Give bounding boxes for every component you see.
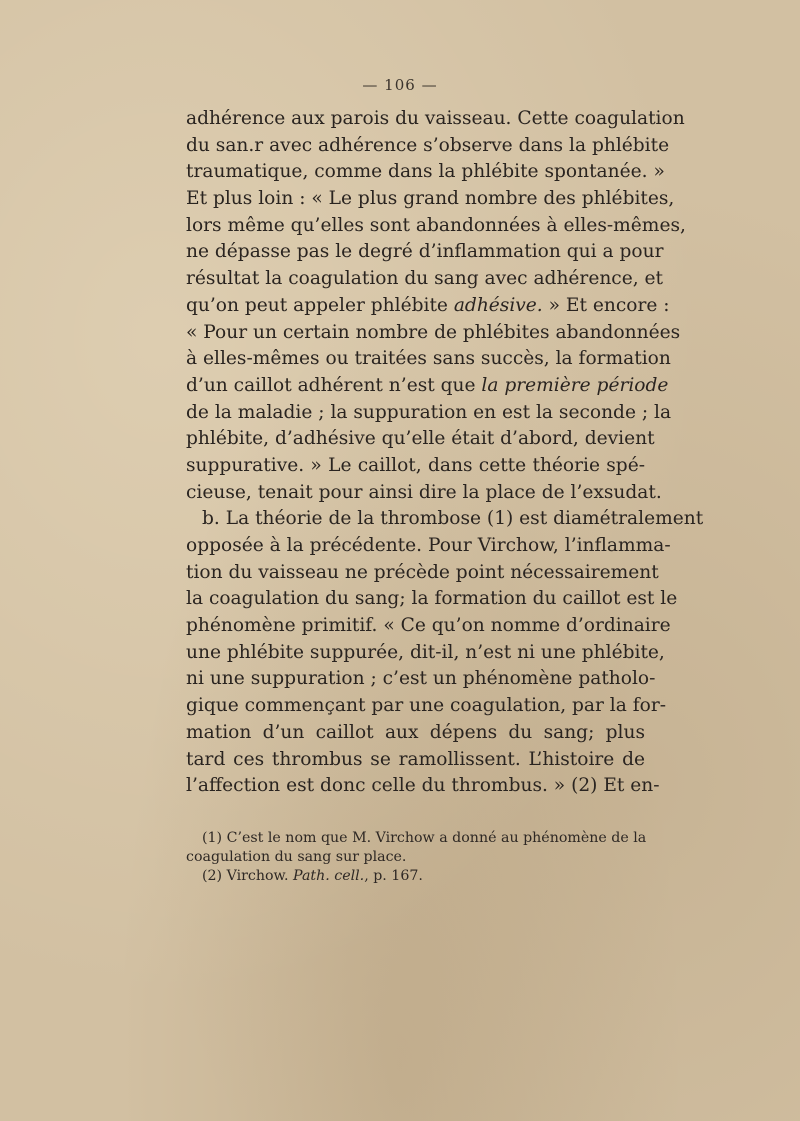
text-line: la coagulation du sang; la formation du caillot est le bbox=[186, 588, 678, 610]
text-line bbox=[186, 373, 669, 400]
text-line: opposée à la précédente. Pour Virchow, l’inflamma- bbox=[186, 535, 671, 556]
text-segment: qu’on peut appeler phlébite bbox=[186, 294, 454, 316]
emphasis-premiere-periode: la première période bbox=[481, 374, 669, 396]
text-line: ni une suppuration ; c’est un phénomène patholo- bbox=[186, 668, 656, 690]
text-line: adhérence aux parois du vaisseau. Cette coagulation bbox=[186, 108, 685, 129]
text-segment: , p. 167. bbox=[364, 868, 423, 884]
page-number: — 106 — bbox=[362, 76, 438, 94]
text-line: lors même qu’elles sont abandonnées à elles-mêmes, bbox=[186, 214, 686, 236]
text-line: l’affection est donc celle du thrombus. » (2) Et en- bbox=[186, 775, 660, 797]
footnote-1-cont: coagulation du sang sur place. bbox=[186, 849, 407, 865]
text-line bbox=[186, 293, 670, 320]
text-line: tard ces thrombus se ramollissent. L’histoire de bbox=[186, 748, 645, 770]
text-line: une phlébite suppurée, dit-il, n’est ni une phlébite, bbox=[186, 641, 665, 663]
footnotes bbox=[186, 829, 645, 886]
text-line: phlébite, d’adhésive qu’elle était d’abord, devient bbox=[186, 428, 655, 450]
body-text bbox=[186, 106, 704, 800]
emphasis-adhesive: adhésive. bbox=[453, 294, 543, 316]
text-line: phénomène primitif. « Ce qu’on nomme d’ordinaire bbox=[186, 615, 671, 637]
text-line: résultat la coagulation du sang avec adhérence, et bbox=[186, 268, 664, 290]
text-line: ne dépasse pas le degré d’inflammation qui a pour bbox=[186, 241, 664, 263]
text-segment: » Et encore : bbox=[542, 294, 670, 316]
text-line: cieuse, tenait pour ainsi dire la place de l’exsudat. bbox=[186, 481, 662, 503]
text-segment: d’un caillot adhérent n’est que bbox=[186, 374, 482, 396]
text-segment: (2) Virchow. bbox=[202, 868, 294, 884]
text-line: « Pour un certain nombre de phlébites abandonnées bbox=[186, 321, 681, 343]
text-line: de la maladie ; la suppuration en est la seconde ; la bbox=[186, 401, 672, 423]
text-line: du san.r avec adhérence s’observe dans la phlébite bbox=[186, 134, 670, 156]
text-line: b. La théorie de la thrombose (1) est diamétralement bbox=[202, 508, 704, 530]
text-line: gique commençant par une coagulation, par la for- bbox=[186, 695, 666, 717]
footnote-1: (1) C’est le nom que M. Virchow a donné au phénomène de la bbox=[202, 830, 647, 846]
text-line: Et plus loin : « Le plus grand nombre des phlébites, bbox=[186, 188, 675, 210]
emphasis-path-cell: Path. cell. bbox=[293, 868, 365, 884]
text-line: suppurative. » Le caillot, dans cette théorie spé- bbox=[186, 454, 645, 476]
text-line: tion du vaisseau ne précède point nécessairement bbox=[186, 561, 659, 583]
text-line: à elles-mêmes ou traitées sans succès, la formation bbox=[186, 348, 671, 370]
footnote-2 bbox=[186, 867, 645, 886]
text-line: traumatique, comme dans la phlébite spontanée. » bbox=[186, 161, 665, 183]
text-line: mation d’un caillot aux dépens du sang; plus bbox=[186, 721, 645, 743]
